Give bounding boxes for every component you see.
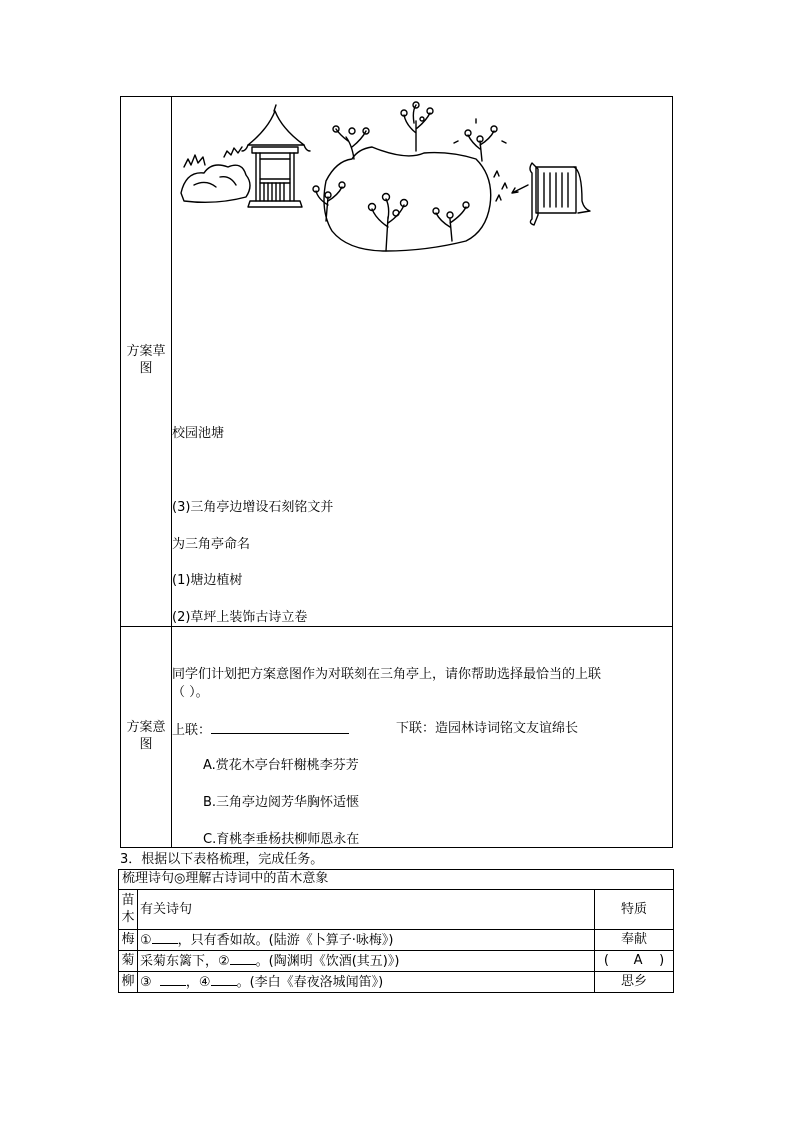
pavilion-drawing — [242, 105, 310, 207]
lower-couplet: 下联：造园林诗词铭文友谊绵长 — [396, 721, 579, 736]
poem-text: 。(李白《春夜洛城闻笛》) — [236, 975, 384, 990]
tree-1 — [333, 126, 369, 159]
option-c[interactable]: C.育桃李垂杨扶柳师恩永在 — [203, 832, 360, 847]
image-table — [118, 869, 674, 993]
header-poem: 有关诗句 — [140, 902, 193, 917]
note-3-line-1: (3)三角亭边增设石刻铭文并 — [172, 500, 334, 515]
row-divider — [121, 626, 672, 627]
plan-table — [120, 96, 673, 848]
poem-text: ③ — [140, 975, 160, 990]
trait-cell[interactable]: ( A ) — [603, 953, 665, 968]
row-divider — [119, 950, 673, 951]
answer-blank[interactable] — [211, 974, 237, 986]
note-2: (2)草坪上装饰古诗立卷 — [172, 610, 308, 625]
arrow-icon — [512, 185, 528, 193]
trait-cell: 思乡 — [620, 974, 647, 989]
answer-blank[interactable] — [152, 932, 178, 944]
header-plant — [119, 892, 137, 926]
upper-couplet — [172, 721, 349, 739]
plant-cell: 柳 — [121, 974, 135, 989]
note-1: (1)塘边植树 — [172, 573, 243, 588]
plant-cell: 梅 — [121, 932, 135, 947]
column-divider — [137, 889, 138, 992]
upper-couplet-blank[interactable] — [211, 721, 349, 734]
pond-label: 校园池塘 — [172, 426, 225, 441]
tree-5 — [369, 194, 408, 252]
tree-2 — [401, 102, 433, 151]
tree-6 — [433, 202, 469, 241]
intent-row-label: 方案意图 — [126, 720, 166, 752]
header-plant-char: 木 — [121, 910, 135, 925]
poem-cell — [140, 974, 383, 991]
table-title: 梳理诗句◎理解古诗词中的苗木意象 — [122, 871, 329, 886]
answer-blank[interactable] — [160, 974, 186, 986]
row-divider — [119, 889, 673, 890]
poem-text: 采菊东篱下，② — [140, 954, 230, 969]
option-a[interactable]: A.赏花木亭台轩榭桃李芬芳 — [203, 758, 359, 773]
task-3-heading: 3．根据以下表格梳理，完成任务。 — [120, 852, 324, 867]
answer-blank[interactable] — [230, 953, 256, 965]
poem-scroll-drawing — [530, 163, 590, 225]
rock-cluster — [181, 147, 250, 202]
poem-text: ，④ — [185, 975, 211, 990]
trait-cell: 奉献 — [620, 932, 647, 947]
pond-outline — [324, 147, 491, 251]
question-line-1: 同学们计划把方案意图作为对联刻在三角亭上，请你帮助选择最恰当的上联 — [172, 667, 602, 682]
garden-sketch-illustration — [176, 101, 596, 256]
row-divider — [119, 971, 673, 972]
poem-cell — [140, 953, 399, 970]
note-3-line-2: 为三角亭命名 — [172, 537, 251, 552]
header-plant-char: 苗 — [121, 893, 135, 908]
poem-text: 。(陶渊明《饮酒(其五)》) — [255, 954, 400, 969]
sketch-row-label: 方案草图 — [126, 344, 166, 376]
poem-text: ，只有香如故。(陆游《卜算子·咏梅》) — [177, 933, 394, 948]
poem-cell — [140, 932, 393, 949]
tree-4 — [313, 182, 345, 221]
grass-tufts — [494, 171, 507, 201]
poem-text: ① — [140, 933, 152, 948]
option-b[interactable]: B.三角亭边阅芳华胸怀适惬 — [203, 795, 360, 810]
plant-cell: 菊 — [121, 953, 135, 968]
header-trait: 特质 — [620, 902, 647, 917]
upper-couplet-label: 上联： — [172, 723, 212, 738]
row-divider — [119, 929, 673, 930]
question-line-2: （ ）。 — [172, 685, 209, 700]
